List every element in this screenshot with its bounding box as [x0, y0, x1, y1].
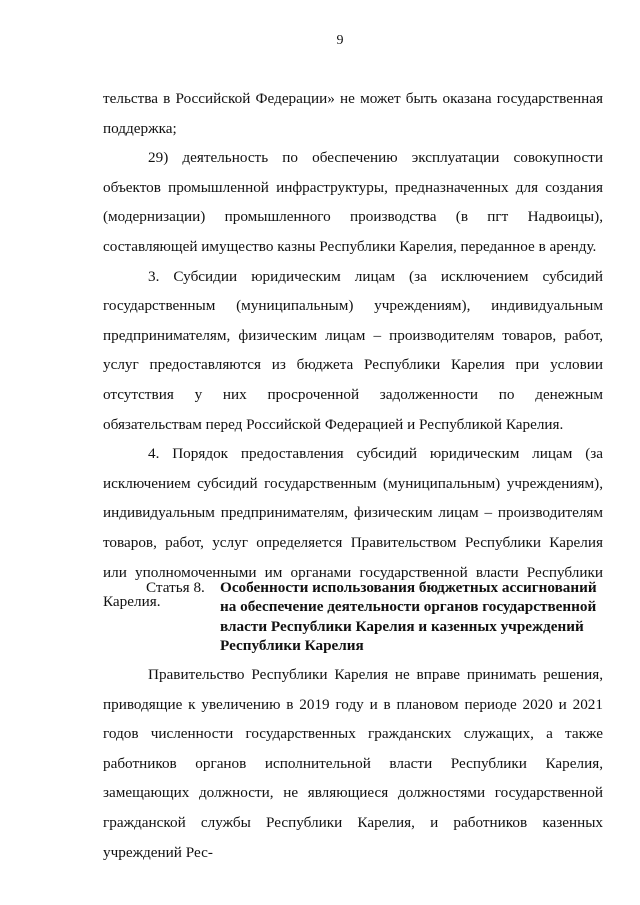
- paragraph-continuation: тельства в Российской Федерации» не может быть оказана государственная поддержка;: [103, 90, 603, 137]
- paragraph-item-4: 4. Порядок предоставления субсидий юридическим лицам (за исключением субсидий государственным (муниципальным) учреждениям), индивидуальным предпринимателям, физическим лицам – производителям товаров, работ, услуг определяется Правительством Республики Карелия или уполномоченными им органами государственной власти Республики Карелия.: [103, 445, 603, 611]
- article-title: Особенности использования бюджетных ассигнований на обеспечение деятельности органов государственной власти Республики Карелия и казенных учреждений Республики Карелия: [220, 579, 597, 654]
- page-number: 9: [336, 33, 344, 48]
- paragraph-item-3: 3. Субсидии юридическим лицам (за исключением субсидий государственным (муниципальным) учреждениям), индивидуальным предпринимателям, физическим лицам – производителям товаров, работ, услуг предоставляются из бюджета Республики Карелия при условии отсутствия у них просроченной задолженности по денежным обязательствам перед Российской Федерацией и Республикой Карелия.: [103, 267, 603, 433]
- article-paragraph: Правительство Республики Карелия не вправе принимать решения, приводящие к увеличению в 2019 году и в плановом периоде 2020 и 2021 годов численности государственных гражданских служащих, а также работников органов исполнительной власти Республики Карелия, замещающих должности, не являющиеся должностями государственной гражданской службы Республики Карелия, и работников казенных учреждений Рес-: [103, 666, 603, 861]
- paragraph-item-29: 29) деятельность по обеспечению эксплуатации совокупности объектов промышленной инфраструктуры, предназначенных для создания (модернизации) промышленного производства (в пгт Надвоицы), составляющей имущество казны Республики Карелия, переданное в аренду.: [103, 149, 603, 255]
- body-text-section: [103, 84, 603, 617]
- article-label: Статья 8.: [146, 579, 205, 596]
- article-body: [103, 660, 603, 867]
